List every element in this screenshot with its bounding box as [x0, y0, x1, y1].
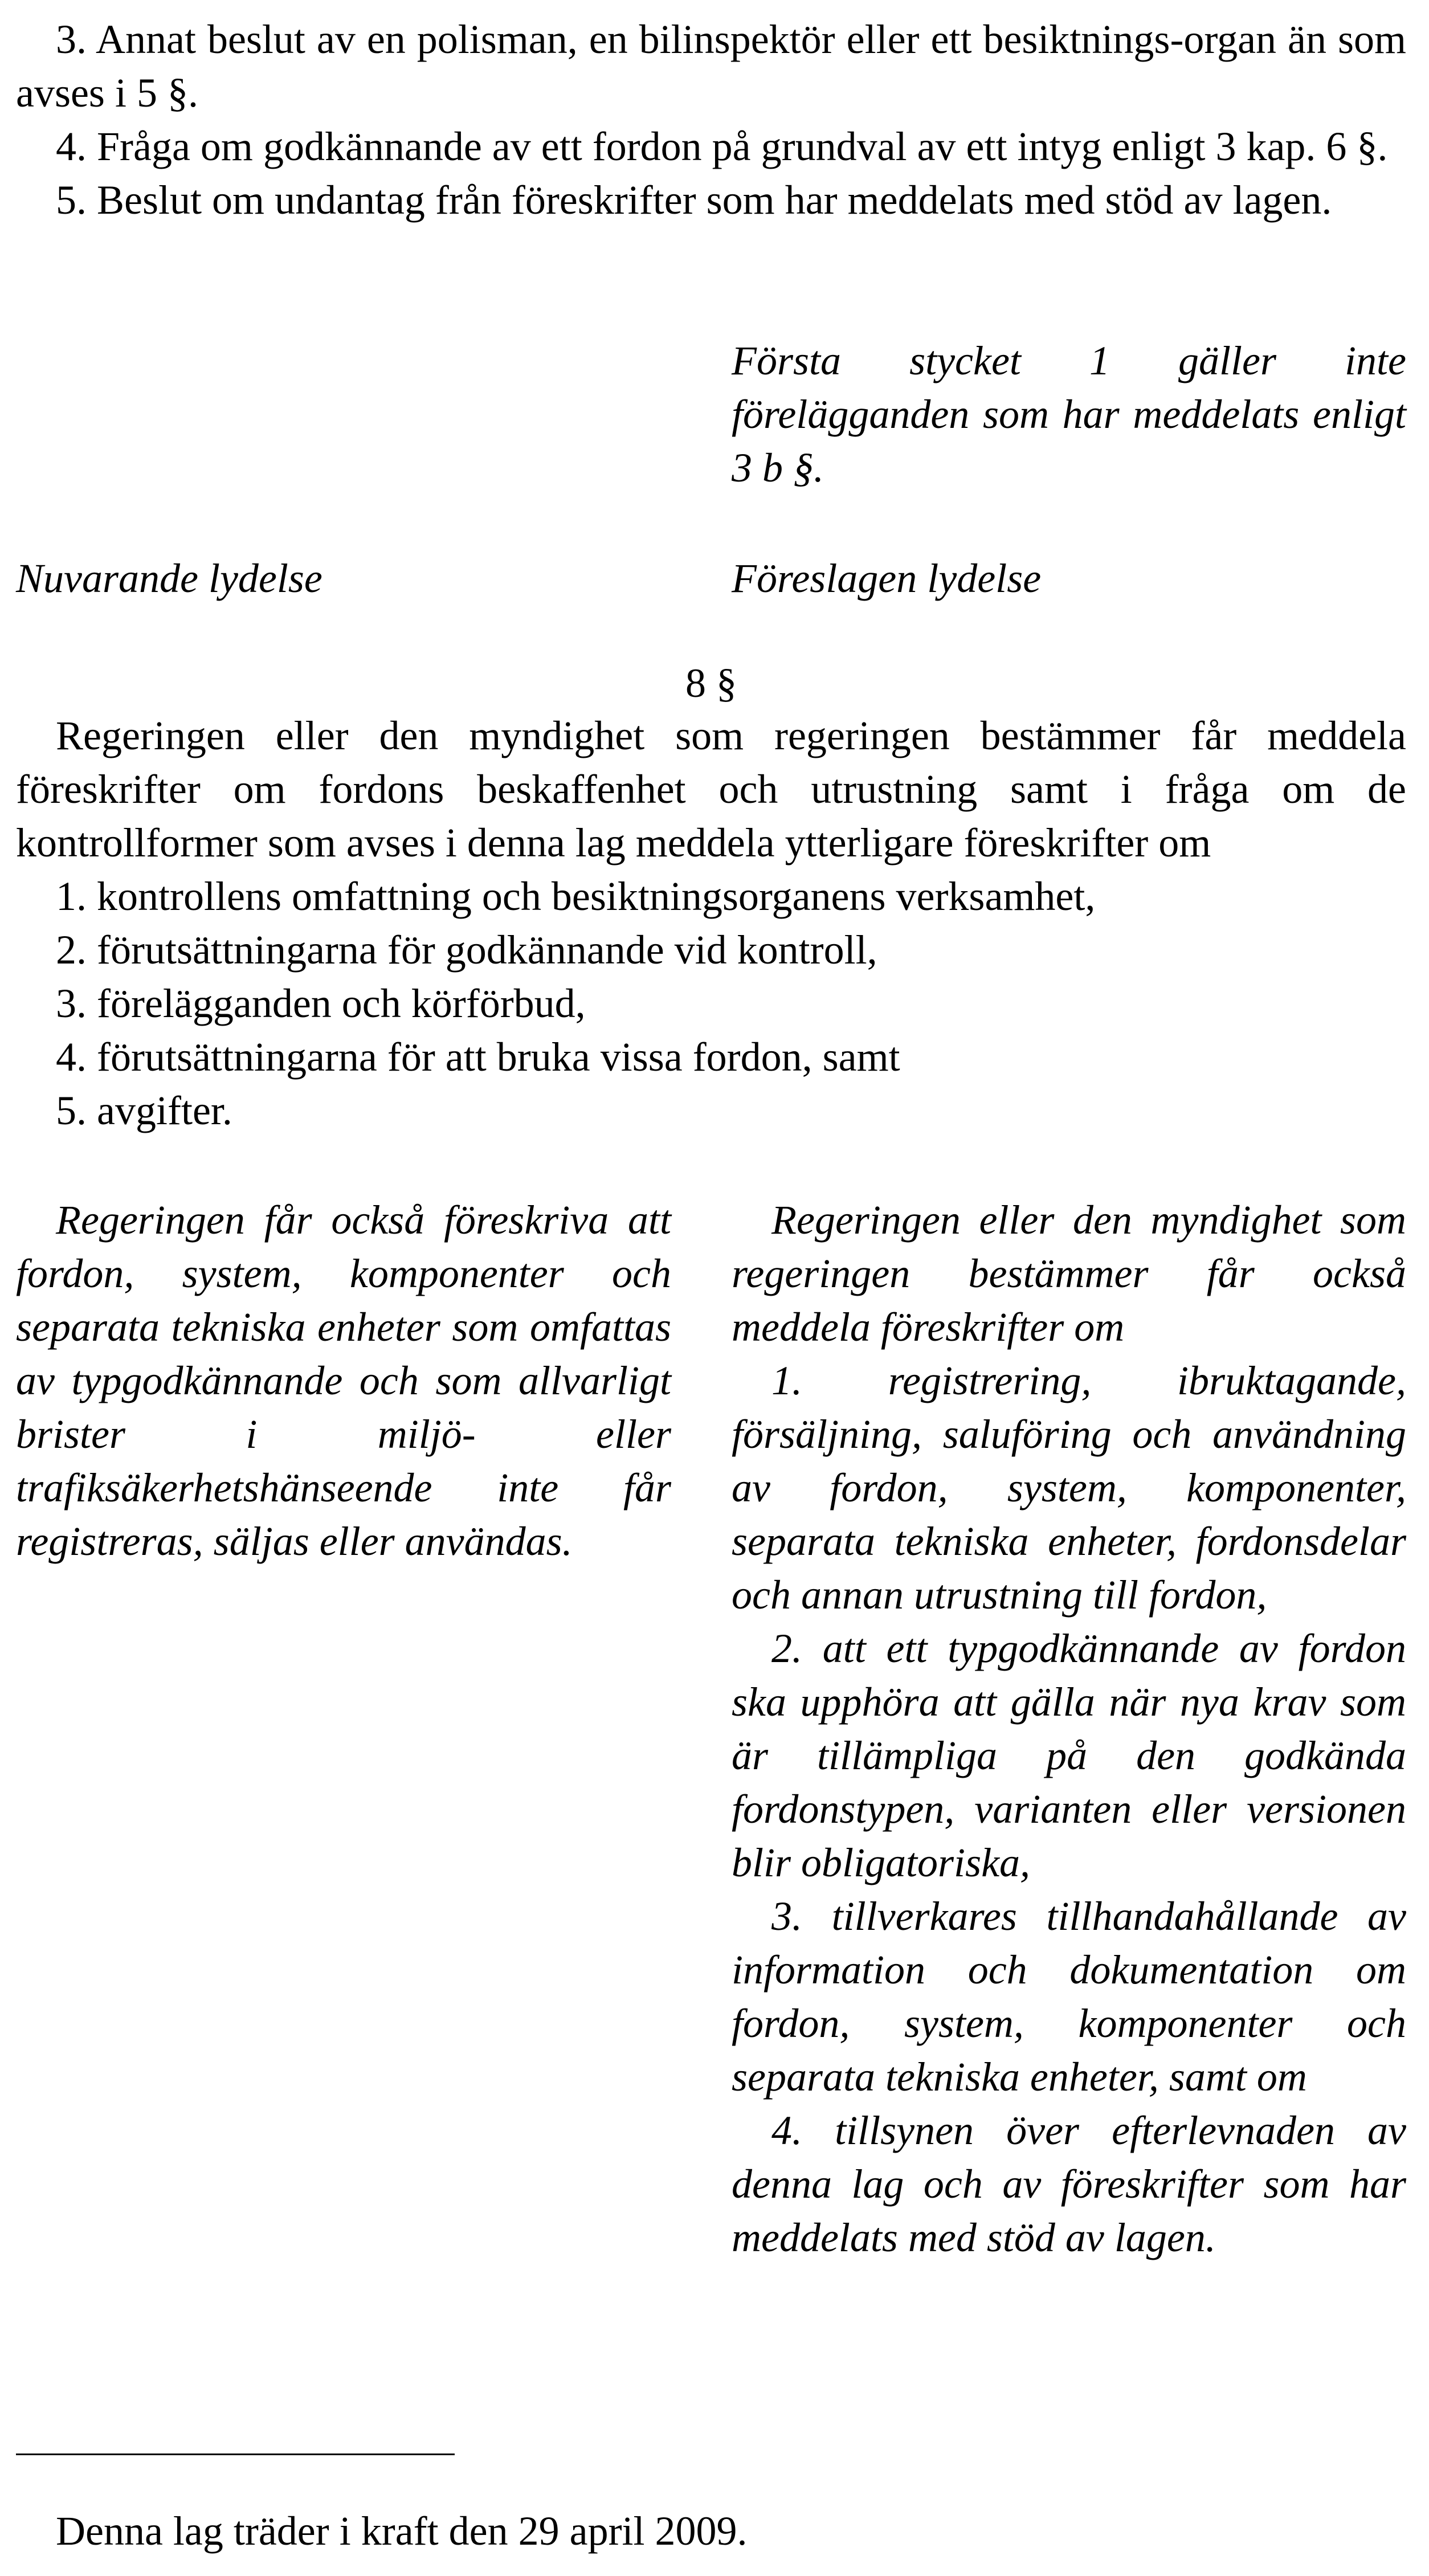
- proposed-wording: [732, 1193, 1406, 2264]
- section-item-3: 3. förelägganden och körförbud,: [56, 981, 586, 1026]
- section-body: [16, 709, 1406, 1137]
- proposed-item-2: 2. att ett typgodkännande av fordon ska upphöra att gälla när nya krav som är tillämpliga på den godkända fordonstypen, varianten eller versionen blir obligatoriska,: [732, 1626, 1406, 1885]
- proposed-item-4: 4. tillsynen över efterlevnaden av denna lag och av föreskrifter som har meddelats med stöd av lagen.: [732, 2108, 1406, 2260]
- section-title: 8 §: [685, 660, 737, 706]
- proposed-addition: [732, 334, 1406, 495]
- section-item-2: 2. förutsättningarna för godkännande vid kontroll,: [56, 927, 877, 973]
- proposed-addition-text: Första stycket 1 gäller inte förelägganden som har meddelats enligt 3 b §.: [732, 338, 1406, 491]
- header-current: Nuvarande lydelse: [16, 556, 322, 601]
- footnote-divider: [16, 2453, 455, 2455]
- footnote: Denna lag träder i kraft den 29 april 2009.: [56, 2508, 748, 2554]
- section-item-4: 4. förutsättningarna för att bruka vissa fordon, samt: [56, 1034, 900, 1080]
- intro-item-5: 5. Beslut om undantag från föreskrifter som har meddelats med stöd av lagen.: [56, 177, 1332, 223]
- proposed-intro: Regeringen eller den myndighet som regeringen bestämmer får också meddela föreskrifter om: [732, 1197, 1406, 1350]
- intro-list: [16, 13, 1406, 227]
- header-proposed: Föreslagen lydelse: [732, 556, 1042, 601]
- current-wording: [16, 1193, 671, 1568]
- section-intro: Regeringen eller den myndighet som regeringen bestämmer får meddela föreskrifter om fordons beskaffenhet och utrustning samt i fråga om de kontrollformer som avses i denna lag meddela ytterligare föreskrifter om: [16, 713, 1406, 866]
- intro-item-4: 4. Fråga om godkännande av ett fordon på grundval av ett intyg enligt 3 kap. 6 §.: [56, 124, 1388, 169]
- document-page: [16, 0, 1406, 2576]
- proposed-item-3: 3. tillverkares tillhandahållande av information och dokumentation om fordon, system, komponenter och separata tekniska enheter, samt om: [732, 1893, 1406, 2100]
- section-item-5: 5. avgifter.: [56, 1088, 232, 1133]
- intro-item-3: 3. Annat beslut av en polisman, en bilinspektör eller ett besiktnings-organ än som avses i 5 §.: [16, 17, 1406, 116]
- section-item-1: 1. kontrollens omfattning och besiktningsorganens verksamhet,: [56, 873, 1096, 919]
- current-text: Regeringen får också föreskriva att fordon, system, komponenter och separata tekniska enheter som omfattas av typgodkännande och som allvarligt brister i miljö- eller trafiksäkerhetshänseende inte får registreras, säljas eller användas.: [16, 1197, 671, 1564]
- proposed-item-1: 1. registrering, ibruktagande, försäljning, saluföring och användning av fordon, system, komponenter, separata tekniska enheter, fordonsdelar och annan utrustning till fordon,: [732, 1358, 1406, 1618]
